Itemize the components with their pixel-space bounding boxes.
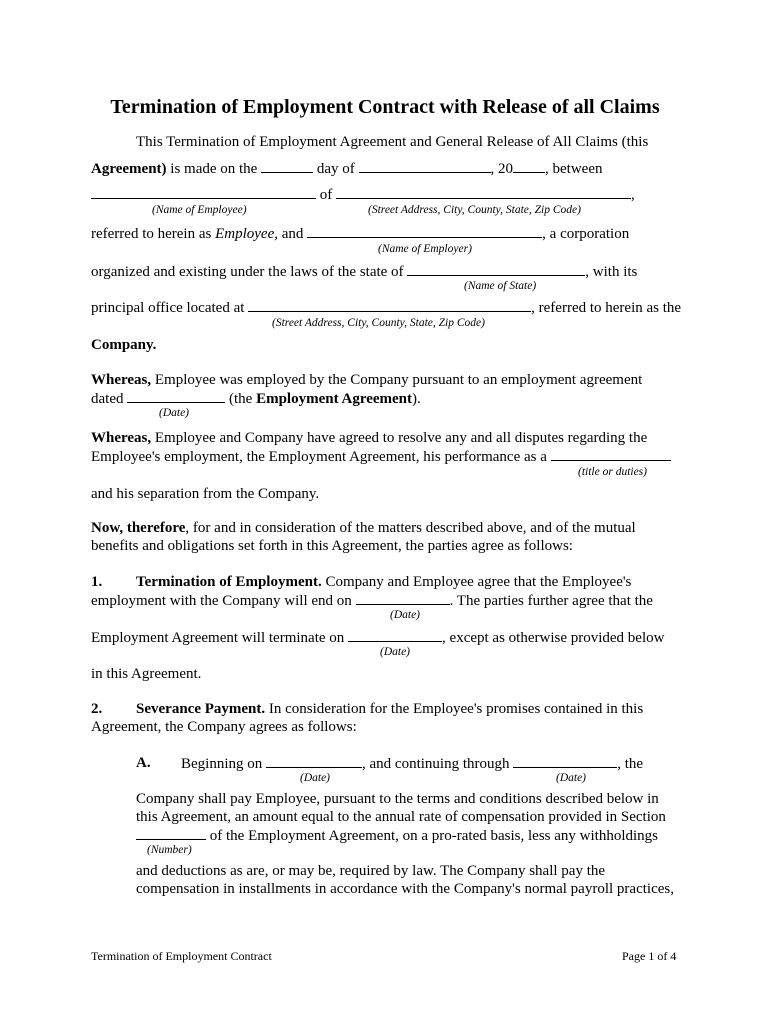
section-number-blank[interactable]: [136, 826, 206, 840]
section-1-text: . The parties further agree that the: [449, 593, 653, 609]
subsection-a-text: , the: [617, 756, 644, 772]
whereas-1-line-2: [91, 389, 421, 408]
intro-text: referred to herein as: [91, 226, 216, 242]
section-1-text: employment with the Company will end on: [91, 593, 356, 609]
intro-line-6: [91, 298, 681, 317]
caption-title-duties: (title or duties): [578, 466, 647, 478]
intro-line-4: [91, 224, 629, 243]
whereas-text: dated: [91, 391, 128, 407]
caption-office-address: (Street Address, City, County, State, Zip Code): [272, 317, 485, 329]
section-1-number: 1.: [91, 574, 103, 590]
whereas-text: (the: [225, 391, 257, 407]
now-therefore-line-1: [91, 519, 636, 537]
page-number: Page 1 of 4: [622, 949, 677, 963]
employee-term: Employee,: [215, 226, 278, 242]
year-blank[interactable]: [513, 159, 545, 173]
caption-end-date: (Date): [390, 609, 421, 621]
caption-agreement-date: (Date): [159, 407, 190, 419]
now-therefore-text: , for and in consideration of the matters described above, and of the mutual: [185, 520, 636, 536]
whereas-1-line-1: [91, 371, 642, 389]
subsection-a-label: A.: [136, 755, 151, 771]
whereas-text: Employee and Company have agreed to resolve any and all disputes regarding the: [151, 430, 648, 446]
intro-text: , between: [545, 161, 603, 177]
caption-employee-name: (Name of Employee): [152, 204, 247, 216]
section-1-text: Company and Employee agree that the Employee's: [321, 574, 632, 590]
whereas-lead: Whereas,: [91, 430, 152, 446]
subsection-a-line-6: compensation in installments in accordance with the Company's normal payroll practices,: [136, 881, 674, 897]
section-1-heading: Termination of Employment.: [136, 574, 322, 590]
section-2-line-1: [136, 700, 643, 718]
subsection-a-line-2: Company shall pay Employee, pursuant to the terms and conditions described below in: [136, 791, 659, 807]
employer-name-blank[interactable]: [307, 224, 542, 238]
section-1-text: Employment Agreement will terminate on: [91, 630, 349, 646]
section-1-text: , except as otherwise provided below: [442, 630, 665, 646]
intro-text: ,: [631, 187, 635, 203]
footer-title: Termination of Employment Contract: [91, 949, 272, 963]
employee-name-blank[interactable]: [91, 185, 316, 199]
caption-employee-address: (Street Address, City, County, State, Zip Code): [368, 204, 581, 216]
intro-text: , referred to herein as the: [531, 300, 682, 316]
caption-through-date: (Date): [556, 772, 587, 784]
caption-employer-name: (Name of Employer): [378, 243, 472, 255]
subsection-a-line-1: [181, 754, 643, 773]
whereas-lead: Whereas,: [91, 372, 152, 388]
subsection-a-line-3: this Agreement, an amount equal to the annual rate of compensation provided in Section: [136, 809, 666, 825]
employment-end-date-blank[interactable]: [356, 591, 450, 605]
subsection-a-line-5: and deductions as are, or may be, required by law. The Company shall pay the: [136, 863, 606, 879]
payment-end-date-blank[interactable]: [513, 754, 617, 768]
whereas-text: Employee was employed by the Company pursuant to an employment agreement: [151, 372, 643, 388]
intro-text: day of: [313, 161, 359, 177]
whereas-text: ).: [412, 391, 421, 407]
section-1-line-1: [136, 573, 631, 591]
intro-text: , with its: [585, 264, 638, 280]
whereas-2-line-2: [91, 447, 671, 466]
section-2-line-2: Agreement, the Company agrees as follows:: [91, 719, 357, 735]
section-2-text: In consideration for the Employee's promises contained in this: [265, 701, 644, 717]
subsection-a-text: , and continuing through: [362, 756, 514, 772]
employment-agreement-term: Employment Agreement: [256, 391, 413, 407]
caption-start-date: (Date): [300, 772, 331, 784]
subsection-a-text: of the Employment Agreement, on a pro-rated basis, less any withholdings: [206, 828, 658, 844]
caption-termination-date: (Date): [380, 646, 411, 658]
intro-text: and: [278, 226, 308, 242]
company-term: Company.: [91, 337, 157, 353]
intro-text: , 20: [490, 161, 514, 177]
now-therefore-lead: Now, therefore: [91, 520, 186, 536]
agreement-termination-date-blank[interactable]: [348, 628, 442, 642]
caption-state: (Name of State): [464, 280, 537, 292]
section-2-heading: Severance Payment.: [136, 701, 266, 717]
office-address-blank[interactable]: [248, 298, 531, 312]
document-title: Termination of Employment Contract with Release of all Claims: [110, 96, 660, 118]
subsection-a-line-4: [136, 826, 658, 845]
whereas-2-line-1: [91, 429, 647, 447]
whereas-text: Employee's employment, the Employment Agreement, his performance as a: [91, 449, 551, 465]
month-blank[interactable]: [359, 159, 491, 173]
whereas-2-line-3: and his separation from the Company.: [91, 486, 320, 502]
intro-text: principal office located at: [91, 300, 249, 316]
intro-text: organized and existing under the laws of the state of: [91, 264, 408, 280]
section-1-line-2: [91, 591, 653, 610]
agreement-term: Agreement): [91, 161, 167, 177]
intro-text: , a corporation: [542, 226, 630, 242]
intro-line-2: [91, 159, 603, 178]
caption-number: (Number): [147, 844, 192, 856]
intro-text: is made on the: [166, 161, 262, 177]
section-1-line-4: in this Agreement.: [91, 666, 202, 682]
agreement-date-blank[interactable]: [127, 389, 225, 403]
now-therefore-line-2: benefits and obligations set forth in this Agreement, the parties agree as follows:: [91, 538, 573, 554]
section-1-line-3: [91, 628, 664, 647]
section-2-number: 2.: [91, 701, 103, 717]
state-blank[interactable]: [407, 262, 585, 276]
day-blank[interactable]: [261, 159, 313, 173]
intro-line-5: [91, 262, 637, 281]
title-duties-blank[interactable]: [551, 447, 671, 461]
employee-address-blank[interactable]: [336, 185, 631, 199]
intro-text: of: [316, 187, 336, 203]
intro-line-3: [91, 185, 635, 204]
intro-line-1: This Termination of Employment Agreement and General Release of All Claims (this: [136, 134, 649, 150]
payment-start-date-blank[interactable]: [266, 754, 362, 768]
subsection-a-text: Beginning on: [181, 756, 266, 772]
